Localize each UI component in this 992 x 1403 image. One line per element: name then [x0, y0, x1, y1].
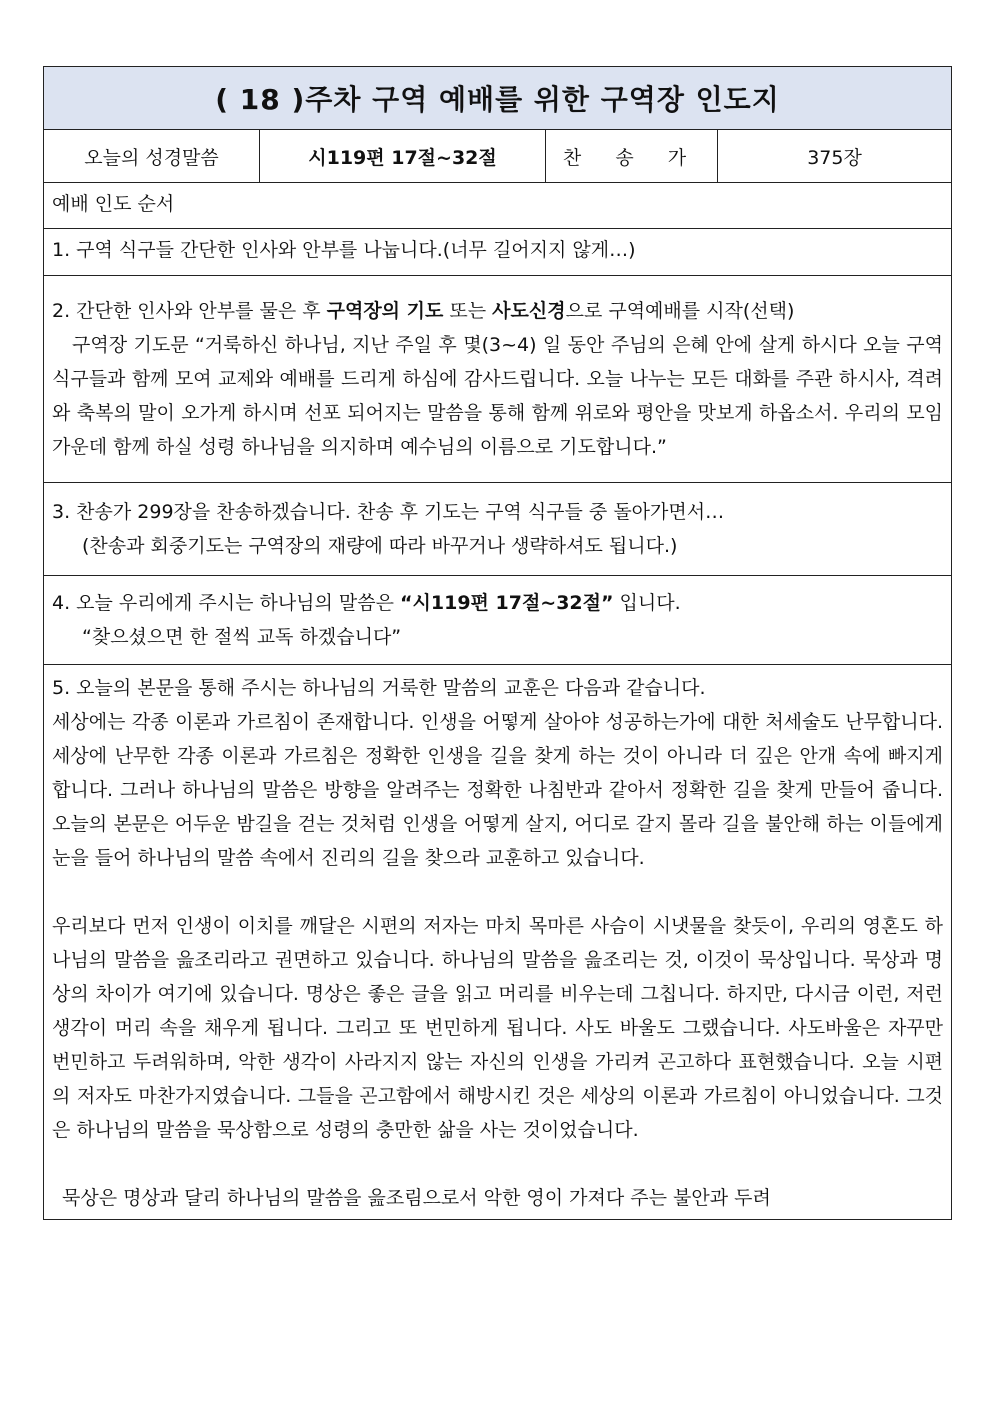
step-4-line1	[52, 586, 943, 620]
paragraph-gap	[52, 875, 943, 909]
step-2-bold-creed: 사도신경	[492, 300, 566, 322]
step-2	[44, 276, 952, 483]
scripture-value: 시119편 17절~32절	[260, 130, 546, 183]
step-2-pre: 2. 간단한 인사와 안부를 물은 후	[52, 300, 327, 322]
step-3	[44, 483, 952, 576]
step-1	[44, 229, 952, 276]
step-1-text: 1. 구역 식구들 간단한 인사와 안부를 나눕니다.(너무 길어지지 않게…)	[52, 239, 636, 261]
page-title: ( 18 )주차 구역 예배를 위한 구역장 인도지	[44, 67, 952, 130]
step-4-line2: “찾으셨으면 한 절씩 교독 하겠습니다”	[82, 626, 402, 648]
step-2-mid: 또는	[443, 300, 493, 322]
step-5-paragraph-2: 우리보다 먼저 인생이 이치를 깨달은 시편의 저자는 마치 목마른 사슴이 시냇물을 찾듯이, 우리의 영혼도 하나님의 말씀을 읊조리라고 권면하고 있습니다. 하나님의 말씀을 읊조리는 것, 이것이 묵상입니다. 묵상과 명상의 차이가 여기에 있습니다. 명상은 좋은 글을 읽고 머리를 비우는데 그칩니다. 하지만, 다시금 이런, 저런 생각이 머리 속을 채우게 됩니다. 그리고 또 번민하게 됩니다. 사도 바울도 그랬습니다. 사도바울은 자꾸만 번민하고 두려워하며, 악한 생각이 사라지지 않는 자신의 인생을 가리켜 곤고하다 표현했습니다. 오늘 시편의 저자도 마찬가지였습니다. 그들을 곤고함에서 해방시킨 것은 세상의 이론과 가르침이 아니었습니다. 그것은 하나님의 말씀을 묵상함으로 성령의 충만한 삶을 사는 것이었습니다.	[52, 915, 944, 1141]
worship-guide-table	[43, 66, 952, 1220]
hymn-value: 375장	[718, 130, 952, 183]
step-3-line1: 3. 찬송가 299장을 찬송하겠습니다. 찬송 후 기도는 구역 식구들 중 돌아가면서…	[52, 501, 725, 523]
step-4	[44, 576, 952, 665]
step-5-paragraph-1: 세상에는 각종 이론과 가르침이 존재합니다. 인생을 어떻게 살아야 성공하는가에 대한 처세술도 난무합니다. 세상에 난무한 각종 이론과 가르침은 정확한 인생을 길을 찾게 하는 것이 아니라 더 깊은 안개 속에 빠지게 합니다. 그러나 하나님의 말씀은 방향을 알려주는 정확한 나침반과 같아서 정확한 길을 찾게 만들어 줍니다. 오늘의 본문은 어두운 밤길을 걷는 것처럼 인생을 어떻게 살지, 어디로 갈지 몰라 길을 불안해 하는 이들에게 눈을 들어 하나님의 말씀 속에서 진리의 길을 찾으라 교훈하고 있습니다.	[52, 711, 944, 869]
step-5-heading: 5. 오늘의 본문을 통해 주시는 하나님의 거룩한 말씀의 교훈은 다음과 같습니다.	[52, 677, 706, 699]
step-2-heading	[52, 294, 943, 328]
hymn-label: 찬 송 가	[546, 130, 718, 183]
step-4-pre: 4. 오늘 우리에게 주시는 하나님의 말씀은	[52, 592, 401, 614]
order-title	[44, 183, 952, 229]
step-2-prayer: 구역장 기도문 “거룩하신 하나님, 지난 주일 후 몇(3~4) 일 동안 주님의 은혜 안에 살게 하시다 오늘 구역 식구들과 함께 모여 교제와 예배를 드리게 하심에 감사드립니다. 오늘 나누는 모든 대화를 주관 하시사, 격려와 축복의 말이 오가게 하시며 선포 되어지는 말씀을 통해 함께 위로와 평안을 맛보게 하옵소서. 우리의 모임 가운데 함께 하실 성령 하나님을 의지하며 예수님의 이름으로 기도합니다.”	[52, 334, 944, 458]
step-2-post: 으로 구역예배를 시작(선택)	[565, 300, 795, 322]
step-3-line2: (찬송과 회중기도는 구역장의 재량에 따라 바꾸거나 생략하셔도 됩니다.)	[82, 535, 678, 557]
step-5	[44, 665, 952, 1220]
worship-guide-sheet	[43, 66, 951, 1220]
order-title-text: 예배 인도 순서	[52, 193, 175, 215]
step-4-post: 입니다.	[613, 592, 681, 614]
scripture-label: 오늘의 성경말씀	[44, 130, 260, 183]
step-2-bold-leader-prayer: 구역장의 기도	[326, 300, 444, 322]
step-5-paragraph-3: 묵상은 명상과 달리 하나님의 말씀을 읊조림으로서 악한 영이 가져다 주는 불안과 두려	[62, 1187, 771, 1209]
paragraph-gap	[52, 1147, 943, 1181]
step-4-scripture: “시119편 17절~32절”	[400, 592, 614, 614]
